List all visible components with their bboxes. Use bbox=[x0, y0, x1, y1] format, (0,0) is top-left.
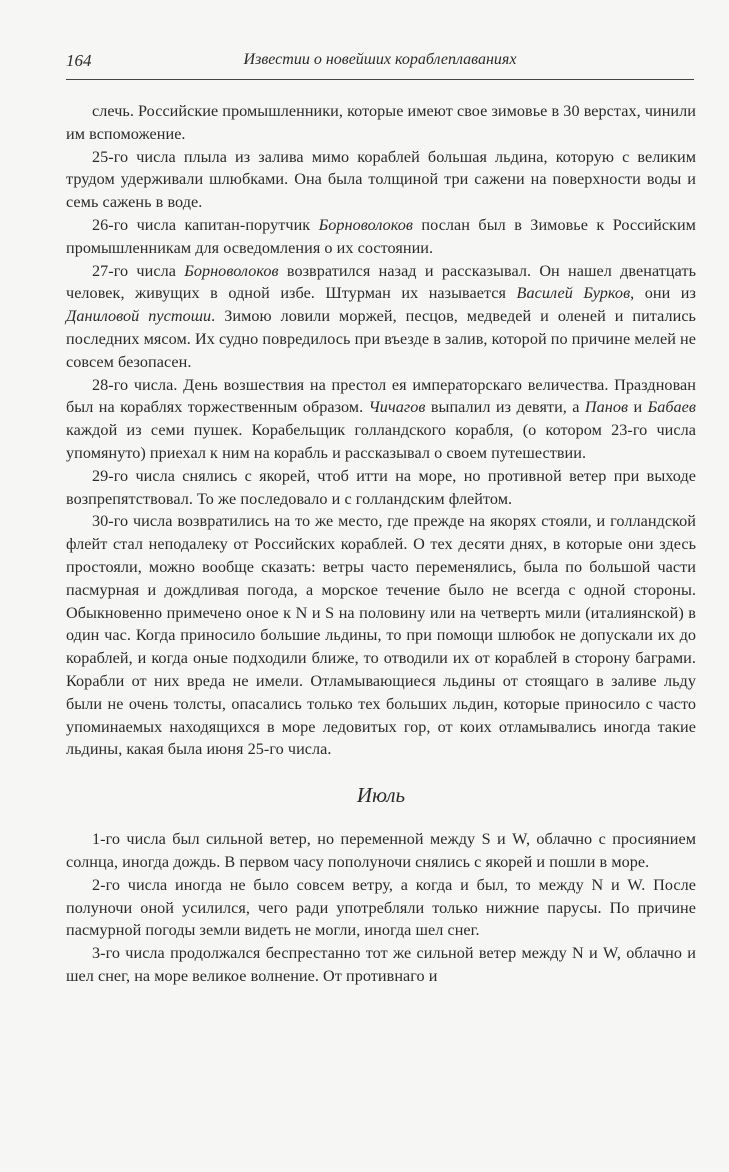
text-run: 25-го числа плыла из залива мимо кораблей большая льдина, которую с великим трудом удерживали шлюбками. Она была толщиной три сажени на поверхности воды и семь сажень в воде. bbox=[66, 147, 696, 212]
text-run: 29-го числа снялись с якорей, чтоб итти на море, но противной ветер при выходе возпрепятствовал. То же последовало и с голландским флейтом. bbox=[66, 466, 696, 508]
paragraph bbox=[66, 874, 696, 942]
running-title: Известии о новейших кораблеплаваниях bbox=[243, 51, 517, 68]
paragraph bbox=[66, 214, 696, 260]
text-run: выпалил из девяти, а bbox=[425, 398, 585, 417]
paragraph bbox=[66, 465, 696, 511]
italic-name: Даниловой пустоши bbox=[66, 307, 212, 326]
paragraph bbox=[66, 100, 696, 146]
paragraphs-after bbox=[66, 828, 696, 988]
paragraph bbox=[66, 374, 696, 465]
text-run: возвратился назад и рассказывал. Он нашел двенатцать человек, живущих в одной избе. Штурман их называется bbox=[66, 261, 696, 303]
paragraph bbox=[66, 510, 696, 761]
italic-name: Чичагов bbox=[368, 398, 426, 417]
page-body bbox=[66, 100, 696, 988]
text-run: слечь. Российские промышленники, которые имеют свое зимовье в 30 верстах, чинили им вспоможение. bbox=[66, 102, 696, 143]
text-run: 30-го числа возвратились на то же место, где прежде на якорях стояли, и голландской флейт стал неподалеку от Российских кораблей. О тех десяти днях, в которые они здесь простояли, можно вообще сказать: ветры часто переменялись, была по большой части пасмурная и дождливая погода, а морское течение было не всегда с одной стороны. Обыкновенно примечено оное к N и S на половину или на четверть мили (италиянской) в один час. Когда приносило большие льдины, то при помощи шлюбок не допускали их до кораблей, и когда оные подходили ближе, то отводили их от кораблей в сторону баграми. Корабли от них вреда не имели. Отламывающиеся льдины от стоящаго в заливе льду были не очень толсты, опасались только тех больших льдин, которые приносило с часто упоминаемых находящихся в море ледовитых гор, от коих отламывались иногда такие льдины, какая была июня 25-го числа. bbox=[66, 512, 696, 759]
page-number: 164 bbox=[66, 51, 92, 70]
text-run: 28-го числа. День возшествия на престол ея императорскаго величества. Празднован был на кораблях торжественным образом. bbox=[66, 375, 696, 417]
paragraph bbox=[66, 146, 696, 214]
paragraph bbox=[66, 942, 696, 988]
text-run: каждой из семи пушек. Корабельщик голландского корабля, (о котором 23-го числа упомянуто) приехал к ним на корабль и рассказывал о своем путешествии. bbox=[66, 421, 696, 462]
text-run: 26-го числа капитан-порутчик bbox=[92, 215, 319, 234]
italic-name: Василей Бурков bbox=[516, 284, 631, 303]
text-run: и bbox=[628, 398, 648, 417]
text-run: 27-го числа bbox=[92, 261, 185, 280]
text-run: 2-го числа иногда не было совсем ветру, а когда и был, то между N и W. После полуночи оной усилился, чего ради употребляли только нижние парусы. По причине пасмурной погоды земли видеть не могли, иногда шел снег. bbox=[66, 875, 696, 940]
text-run: послан был в Зимовье к Российским промышленникам для осведомления о их состоянии. bbox=[66, 215, 696, 257]
text-run: 1-го числа был сильной ветер, но переменной между S и W, облачно с просиянием солнца, иногда дождь. В первом часу пополуночи снялись с якорей и пошли в море. bbox=[66, 830, 696, 871]
text-run: . Зимою ловили моржей, песцов, медведей и оленей и питались последних мясом. Их судно повредилось при въезде в залив, которой по причине мелей не совсем безопасен. bbox=[66, 307, 696, 371]
running-header bbox=[66, 45, 694, 80]
italic-name: Панов bbox=[584, 398, 629, 417]
paragraph bbox=[66, 260, 696, 374]
paragraphs-before bbox=[66, 100, 696, 761]
italic-name: Борноволоков bbox=[184, 261, 279, 280]
section-heading: Июль bbox=[356, 783, 406, 808]
italic-name: Бабаев bbox=[647, 398, 696, 417]
paragraph bbox=[66, 828, 696, 874]
text-run: 3-го числа продолжался беспрестанно тот же сильной ветер между N и W, облачно и шел снег, на море великое волнение. От противнаго и bbox=[66, 944, 696, 985]
text-run: , они из bbox=[630, 284, 696, 303]
italic-name: Борноволоков bbox=[318, 215, 414, 234]
